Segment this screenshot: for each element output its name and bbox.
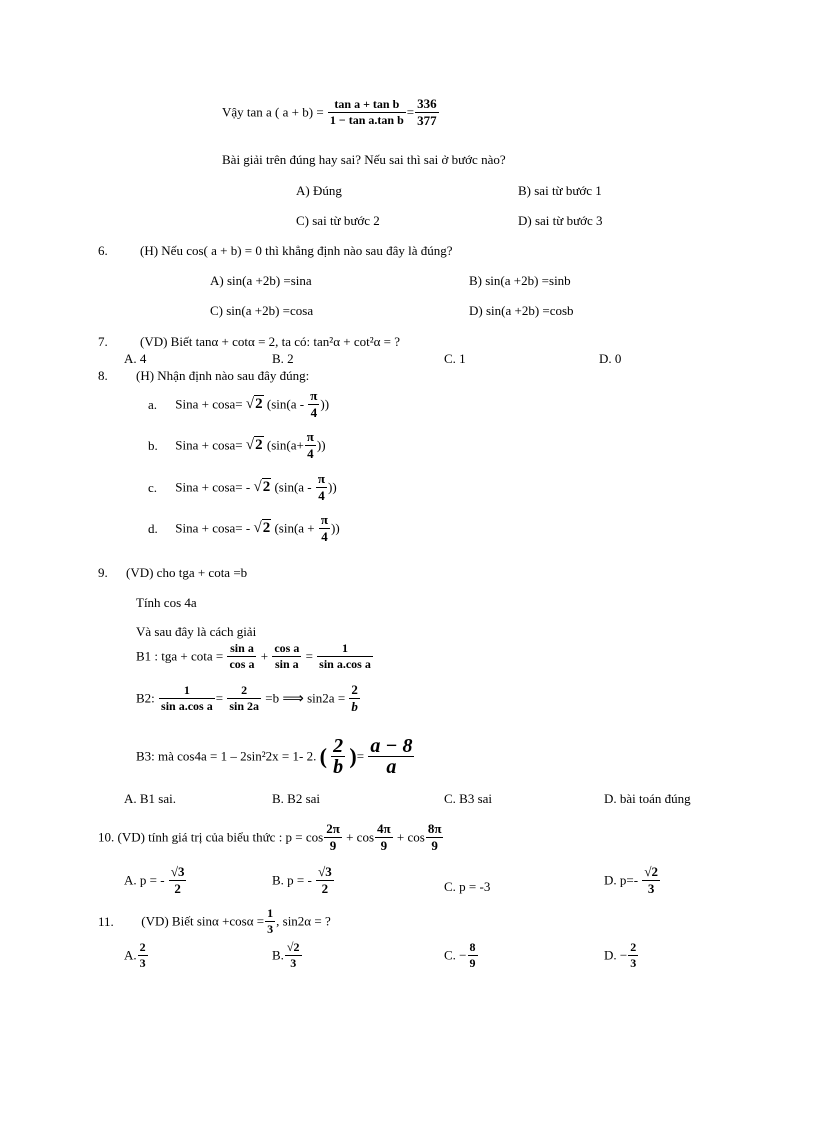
q8-item-c: c. Sina + cosa= - √2 (sin(a - $\frac{\pi}{4}$ )) [148,471,337,503]
pi-over-four: $\frac{\pi}{4}$ [320,512,328,544]
sqrt-two: √2 [245,437,263,453]
sqrt-two: √2 [253,479,271,495]
pi-over-four: $\frac{\pi}{4}$ [317,471,325,503]
q6-option-a: A) sin(a +2b) =sina [210,273,312,288]
q7-option-a: A. 4 [124,351,147,366]
two-pi-over-nine: $\frac{2\pi}{9}$ [326,821,340,853]
q10-option-a: A. p = - $\frac{√3}{2}$ [124,864,185,896]
q9-step2: B2: $\frac{1}{\text{sin a.cos a}}$ = $\frac{2}{\sin 2a}$ =b ⟹ sin2a = $\frac{2}{b}$ [136,682,358,714]
q10-option-c: C. p = -3 [444,879,491,894]
intro-question: Bài giải trên đúng hay sai? Nếu sai thì sai ở bước nào? [222,152,506,167]
sin-over-cos: $\frac{\text{sin a}}{\text{cos a}}$ [229,641,255,671]
q9-option-c: C. B3 sai [444,791,493,806]
q8-text: (H) Nhận định nào sau đây đúng: [136,368,310,383]
q9-step1: B1 : tga + cota = $\frac{\text{sin a}}{\text{cos a}}$ + $\frac{\text{cos a}}{\text{sin a}}$ = $\frac{1}{\text{sin a.cos a}}$ [136,641,371,671]
q7-text: (VD) Biết tanα + cotα = 2, ta có: tan²α + cot²α = ? [140,334,401,349]
q6-text: (H) Nếu cos( a + b) = 0 thì khẳng định nào sau đây là đúng? [140,243,453,258]
intro-option-c: C) sai từ bước 2 [296,213,380,228]
q6-number: 6. [98,243,108,258]
intro-option-b: B) sai từ bước 1 [518,183,602,198]
q8-number: 8. [98,368,108,383]
intro-equation: Vậy tan a ( a + b) = $\frac{\text{tan a + tan b}}{\text{1 − tan a.tan b}}$ = $\frac{336}{377}$ [222,96,437,128]
q11-option-d: D. − $\frac{2}{3}$ [604,940,637,970]
q9-option-b: B. B2 sai [272,791,321,806]
cos-over-sin: $\frac{\text{cos a}}{\text{sin a}}$ [274,641,300,671]
one-over-sincos: $\frac{1}{\text{sin a.cos a}}$ [319,641,371,671]
q7-number: 7. [98,334,108,349]
q11-question: 11. (VD) Biết sinα +cosα = $\frac{1}{3}$ , sin2α = ? [98,906,331,936]
q6-option-c: C) sin(a +2b) =cosa [210,303,314,318]
implies-arrow: ⟹ [282,691,304,707]
q10-option-d: D. p=- $\frac{√2}{3}$ [604,864,658,896]
eight-pi-over-nine: $\frac{8\pi}{9}$ [427,821,442,853]
q11-option-c: C. − $\frac{8}{9}$ [444,940,476,970]
q8-item-d: d. Sina + cosa= - √2 (sin(a + $\frac{\pi}{4}$ )) [148,512,340,544]
q8-item-b: b. Sina + cosa= √2 (sin(a+ $\frac{\pi}{4}$ )) [148,429,326,461]
intro-option-a: A) Đúng [296,183,342,198]
q9-text: (VD) cho tga + cota =b [126,565,248,580]
sqrt-two: √2 [245,396,263,412]
tan-sum-fraction: $\frac{\text{tan a + tan b}}{\text{1 − tan a.tan b}}$ [329,97,404,127]
q7-option-d: D. 0 [599,351,622,366]
q7-option-b: B. 2 [272,351,294,366]
vay-label: Vậy tan a ( a + b) = [222,104,324,120]
q10-expression: 10. (VD) tính giá trị của biểu thức : p = cos $\frac{2\pi}{9}$ + cos $\frac{4\pi}{9}$ + cos $\frac{8\pi}{9}$ [98,821,442,853]
sqrt-two: √2 [253,520,271,536]
q9-step3: B3: mà cos4a = 1 – 2sin²2x = 1- 2. ( $\frac{2}{b}$ )= $\frac{a - 8}{a}$ [136,735,413,778]
q8-item-a: a. Sina + cosa= √2 (sin(a - $\frac{\pi}{4}$ )) [148,388,330,420]
q9-number: 9. [98,565,108,580]
q6-option-d: D) sin(a +2b) =cosb [469,303,574,318]
one-over-sincos: $\frac{1}{\text{sin a.cos a}}$ [161,683,213,713]
q9-line3: Và sau đây là cách giải [136,624,257,639]
pi-over-four: $\frac{\pi}{4}$ [310,388,318,420]
q9-option-d: D. bài toán đúng [604,791,691,806]
intro-option-d: D) sai từ bước 3 [518,213,603,228]
q6-option-b: B) sin(a +2b) =sinb [469,273,571,288]
two-over-b: $\frac{2}{b}$ [351,682,358,714]
two-sq-over-b-sq: $\frac{2}{b}$ [333,735,344,778]
four-pi-over-nine: $\frac{4\pi}{9}$ [377,821,391,853]
q9-option-a: A. B1 sai. [124,791,176,806]
result-fraction: $\frac{336}{377}$ [417,96,437,128]
q7-option-c: C. 1 [444,351,466,366]
q11-option-a: A. $\frac{2}{3}$ [124,940,146,970]
q11-option-b: B. $\frac{√2}{3}$ [272,940,300,970]
one-third: $\frac{1}{3}$ [267,906,274,936]
q10-option-b: B. p = - $\frac{√3}{2}$ [272,864,332,896]
q9-line2: Tính cos 4a [136,595,197,610]
pi-over-four: $\frac{\pi}{4}$ [306,429,314,461]
a-sq-minus-8-over-a-sq: $\frac{a - 8}{a}$ [370,735,413,778]
two-over-sin2a: $\frac{2}{\sin 2a}$ [229,683,260,713]
